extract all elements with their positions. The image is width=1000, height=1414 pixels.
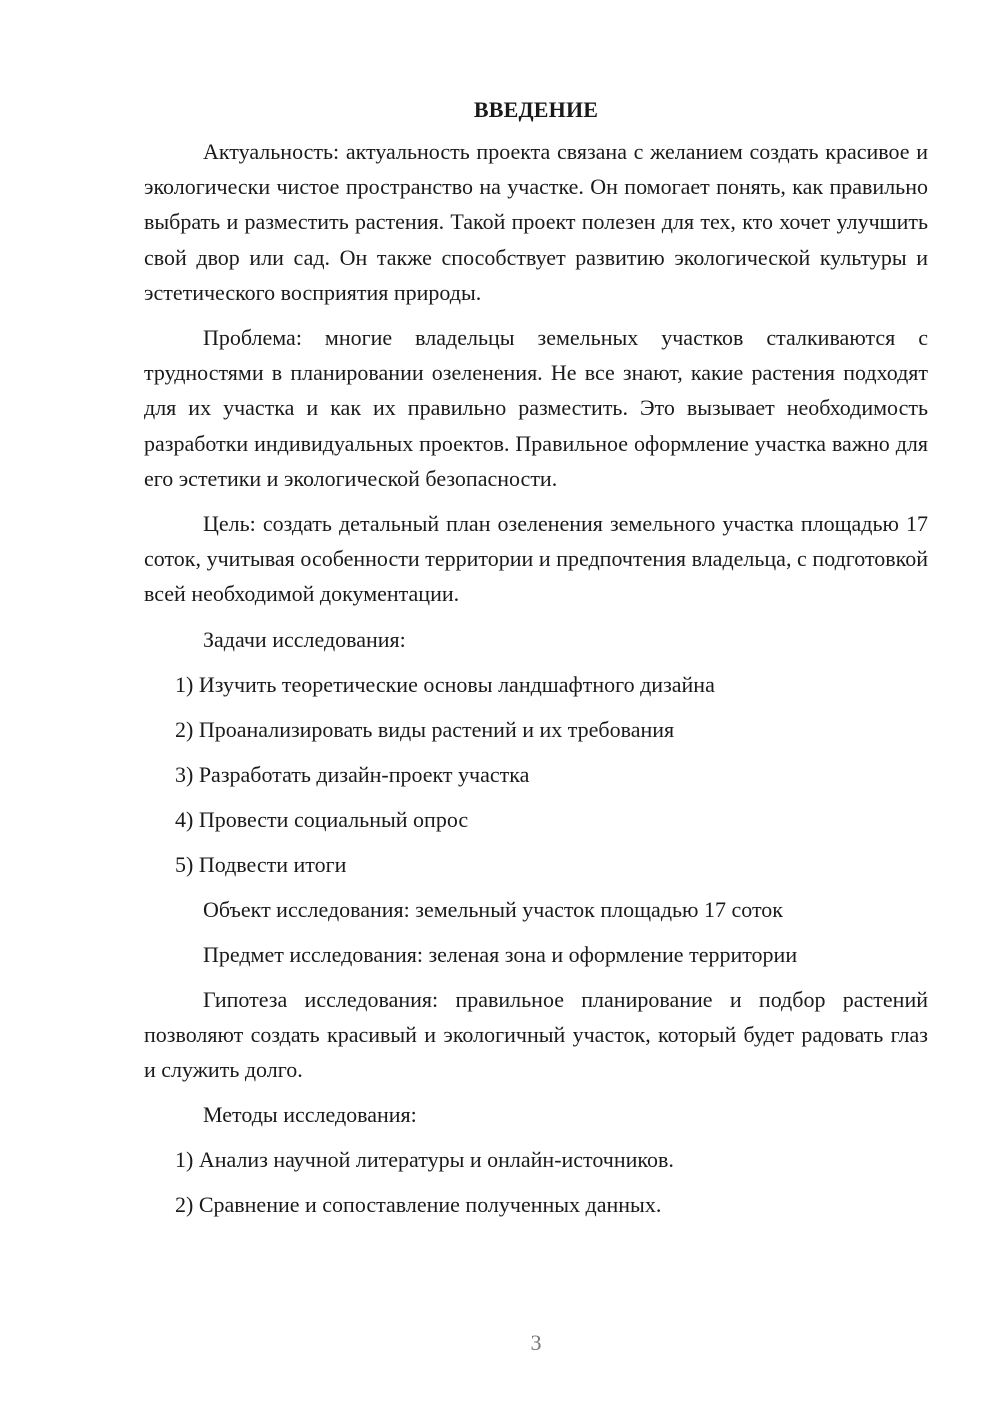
document-page — [144, 92, 928, 1232]
tasks-heading: Задачи исследования: — [203, 626, 406, 652]
research-object: Объект исследования: земельный участок площадью 17 соток — [203, 896, 783, 922]
page-title: ВВЕДЕНИЕ — [473, 97, 599, 122]
method-item: 1) Анализ научной литературы и онлайн-источников. — [175, 1147, 674, 1173]
page-number: 3 — [530, 1330, 542, 1355]
relevance-paragraph: Актуальность: актуальность проекта связана с желанием создать красивое и экологически чистое пространство на участке. Он помогает понять, как правильно выбрать и разместить растения. Такой проект полезен для тех, кто хочет улучшить свой двор или сад. Он также способствует развитию экологической культуры и эстетического восприятия природы. — [144, 139, 928, 305]
goal-paragraph: Цель: создать детальный план озеленения земельного участка площадью 17 соток, учитывая особенности территории и предпочтения владельца, с подготовкой всей необходимой документации. — [144, 511, 928, 607]
problem-paragraph: Проблема: многие владельцы земельных участков сталкиваются с трудностями в планировании озеленения. Не все знают, какие растения подходят для их участка и как их правильно разместить. Это вызывает необходимость разработки индивидуальных проектов. Правильное оформление участка важно для его эстетики и экологической безопасности. — [144, 325, 928, 491]
hypothesis-paragraph: Гипотеза исследования: правильное планирование и подбор растений позволяют создать красивый и экологичный участок, который будет радовать глаз и служить долго. — [144, 986, 928, 1083]
method-item: 2) Сравнение и сопоставление полученных данных. — [175, 1192, 662, 1218]
task-item: 5) Подвести итоги — [175, 851, 347, 877]
task-item: 3) Разработать дизайн-проект участка — [175, 761, 530, 787]
task-item: 2) Проанализировать виды растений и их требования — [175, 716, 675, 742]
task-item: 4) Провести социальный опрос — [175, 806, 469, 832]
methods-heading: Методы исследования: — [203, 1102, 417, 1128]
task-item: 1) Изучить теоретические основы ландшафтного дизайна — [175, 671, 715, 697]
research-subject: Предмет исследования: зеленая зона и оформление территории — [203, 941, 798, 967]
